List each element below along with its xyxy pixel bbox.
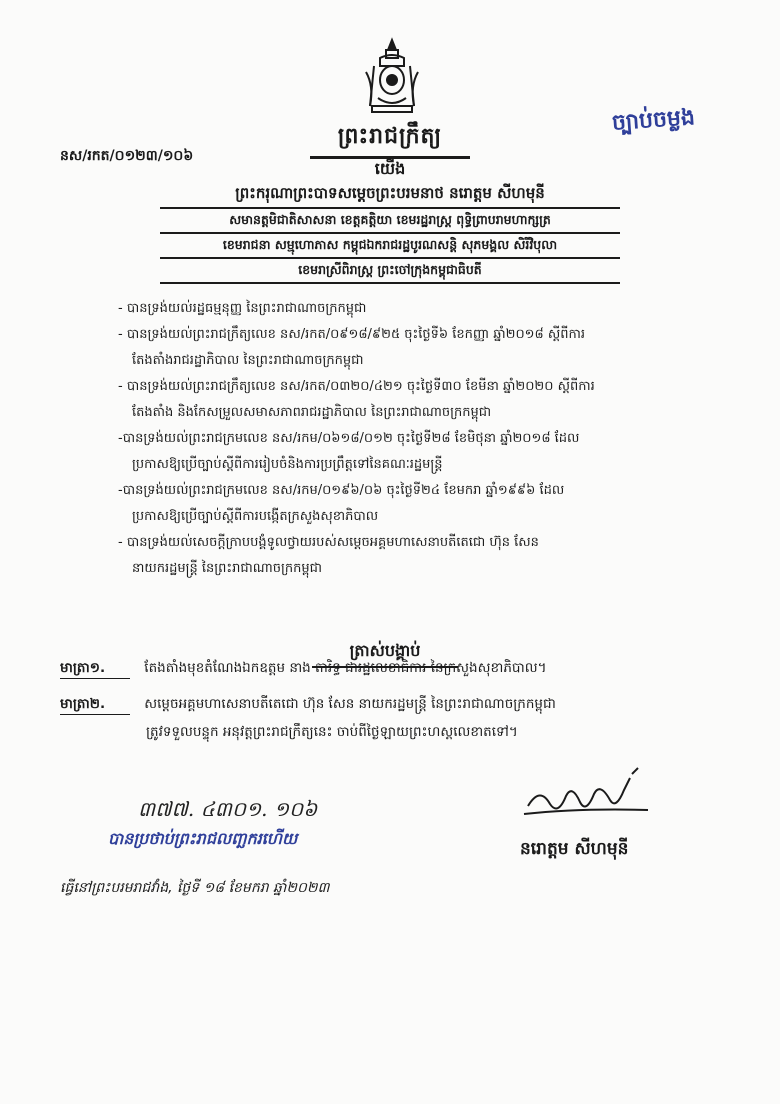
recital-item <box>118 530 718 582</box>
handwritten-reference: ៣៧៧. ៤៣០១. ១០៦ <box>138 797 318 821</box>
article-2-label: មាត្រា២. <box>60 694 130 715</box>
recital-item <box>118 478 718 530</box>
recital-line: -បានទ្រង់យល់ព្រះរាជក្រមលេខ នស/រកម/០៦១៨/០១២ ចុះថ្ងៃទី២៨ ខែមិថុនា ឆ្នាំ២០១៨ ដែល <box>118 431 580 446</box>
king-title-text: ព្រះករុណាព្រះបាទសម្តេចព្រះបរមនាថ នរោត្តម សីហមុនី <box>235 184 545 202</box>
reference-number: នស/រកត/០១២៣/១០៦ <box>60 148 194 164</box>
royal-signature-icon <box>520 766 660 826</box>
decree-heading-text: ត្រាស់បង្គាប់ <box>349 641 421 660</box>
recital-line: - បានទ្រង់យល់រដ្ឋធម្មនុញ្ញ នៃព្រះរាជាណាចក្រកម្ពុជា <box>118 301 367 316</box>
royal-subtitle-2 <box>130 237 650 259</box>
recital-line: - បានទ្រង់យល់សេចក្តីក្រាបបង្គំទូលថ្វាយរបស់សម្តេចអគ្គមហាសេនាបតីតេជោ ហ៊ុន សែន <box>118 535 539 550</box>
recital-line-cont: ប្រកាសឱ្យប្រើច្បាប់ស្តីពីការបង្កើតក្រសួងសុខាភិបាល <box>132 509 379 524</box>
royal-subtitle-1-underline <box>160 232 620 234</box>
royal-subtitle-3-underline <box>160 282 620 284</box>
recital-item <box>118 374 718 426</box>
royal-subtitle-1 <box>130 212 650 234</box>
recital-line-cont: ប្រកាសឱ្យប្រើច្បាប់ស្តីពីការរៀបចំនិងការប្រព្រឹត្តទៅនៃគណៈរដ្ឋមន្ត្រី <box>132 457 443 472</box>
royal-subtitle-3 <box>130 262 650 284</box>
signer-name: នរោត្តម សីហមុនី <box>520 839 629 859</box>
copy-stamp: ច្បាប់ចម្លង <box>611 105 696 136</box>
royal-coat-of-arms-icon <box>352 36 432 116</box>
article-2 <box>60 690 740 746</box>
recital-item <box>118 322 718 374</box>
royal-subtitle-2-underline <box>160 257 620 259</box>
we-heading: យើង <box>374 159 406 178</box>
recital-line: -បានទ្រង់យល់ព្រះរាជក្រមលេខ នស/រកម/០១៩៦/០៦ ចុះថ្ងៃទី២៤ ខែមករា ឆ្នាំ១៩៩៦ ដែល <box>118 483 565 498</box>
recital-line-cont: នាយករដ្ឋមន្ត្រី នៃព្រះរាជាណាចក្រកម្ពុជា <box>132 561 322 576</box>
recital-item <box>118 426 718 478</box>
royal-subtitle-2-text: ខេមរាជនា សម្មុហោភាស កម្ពុជឯករាជរដ្ឋបូរណសន្តិ សុភមង្គល សិរីវិបុលា <box>222 237 558 252</box>
place-and-date: ធ្វើនៅព្រះបរមរាជវាំង, ថ្ងៃទី ១៨ ខែមករា ឆ្នាំ២០២៣ <box>60 880 330 896</box>
recitals-list <box>118 296 718 582</box>
king-title-line <box>130 184 650 209</box>
recital-line-cont: តែងតាំង និងកែសម្រួលសមាសភាពរាជរដ្ឋាភិបាល នៃព្រះរាជាណាចក្រកម្ពុជា <box>132 405 492 420</box>
recital-line: - បានទ្រង់យល់ព្រះរាជក្រឹត្យលេខ នស/រកត/០៩១៨/៩២៥ ចុះថ្ងៃទី៦ ខែកញ្ញា ឆ្នាំ២០១៨ ស្តីពីការ <box>118 327 585 342</box>
document-title <box>290 122 490 159</box>
article-1 <box>60 654 740 682</box>
article-2-text: សម្តេចអគ្គមហាសេនាបតីតេជោ ហ៊ុន សែន នាយករដ្ឋមន្ត្រី នៃព្រះរាជាណាចក្រកម្ពុជា <box>144 696 556 712</box>
article-1-label: មាត្រា១. <box>60 658 130 679</box>
title-text: ព្រះរាជក្រឹត្យ <box>337 124 443 149</box>
royal-subtitle-1-text: សមានត្តមិជាតិសាសនា ខេត្តគត្តិយា ខេមរដ្ឋរាស្ត្រ ពុទ្ធិព្រាបរាមហាក្សត្រ <box>229 212 551 227</box>
recital-line-cont: តែងតាំងរាជរដ្ឋាភិបាល នៃព្រះរាជាណាចក្រកម្ពុជា <box>132 353 364 368</box>
article-2-cont: ត្រូវទទួលបន្ទុក អនុវត្តព្រះរាជក្រឹត្យនេះ ចាប់ពីថ្ងៃឡាយព្រះហស្តលេខាតទៅ។ <box>146 724 518 740</box>
king-title-underline <box>160 207 620 209</box>
recital-item <box>118 296 718 322</box>
royal-subtitle-3-text: ខេមរាស្រីពិរាស្ត្រ ព្រះចៅក្រុងកម្ពុជាធិបតី <box>298 262 482 277</box>
article-1-text: តែងតាំងមុខតំណែងឯកឧត្តម នាង តារិទ្ធ ជារដ្ឋលេខាធិការ នៃក្រសួងសុខាភិបាល។ <box>144 660 547 676</box>
promulgation-stamp: បានប្រថាប់ព្រះរាជលញ្ឆករហើយ <box>108 829 298 848</box>
recital-line: - បានទ្រង់យល់ព្រះរាជក្រឹត្យលេខ នស/រកត/០៣២០/៤២១ ចុះថ្ងៃទី៣០ ខែមីនា ឆ្នាំ២០២០ ស្តីពីការ <box>118 379 595 394</box>
